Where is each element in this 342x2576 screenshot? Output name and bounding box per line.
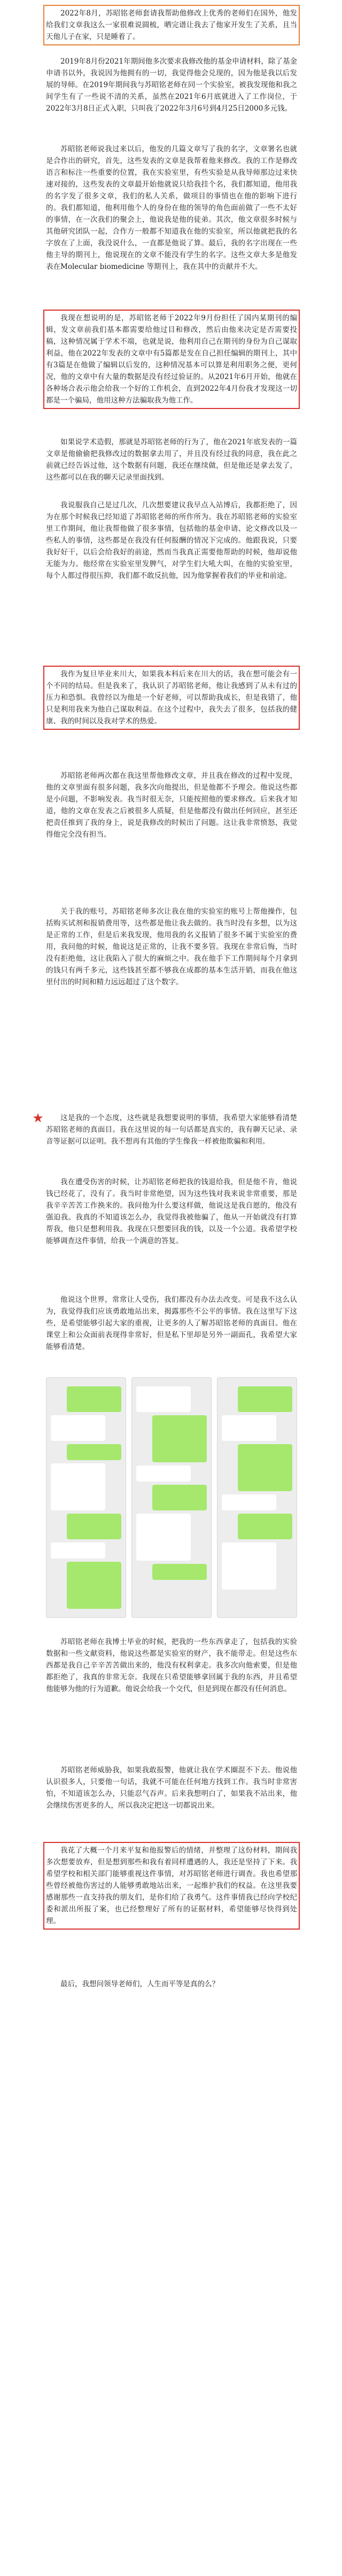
chat-bubble	[67, 1514, 121, 1539]
paragraph-6: 我说服我自己是过几次，几次想要建议我早点入站博后，我都拒绝了，因为在那个时候我已经知道了苏昭铭老师的所作所为。我在苏昭铭老师的实验室里工作期间，他让我帮他做了很多事情，包括他的基金申请、论文修改以及一些私人的事情，这些都是在我没有任何报酬的情况下完成的。他跟我说，只要我好好干，以后会给我好的前途，然而当我真正需要他帮助的时候，他却说他无能为力。他经常在实验室里发脾气，对学生们大吼大叫，在他的实验室里，每个人都过得很压抑，我们都不敢反抗他，因为他掌握着我们的毕业和前途。	[46, 501, 297, 580]
paragraph-7: 我作为复旦毕业来川大，如果我本科后来在川大的话，我在想可能会有一个不同的结局。但是我来了，我认识了苏昭铭老师，他让我感到了从未有过的压力和恐惧。我曾经以为他是一个好老师，可以帮助我成长，但是我错了，他只是利用我来为他自己谋取利益。在这个过程中，我失去了很多，包括我的健康、我的时间以及我对学术的热爱。	[46, 668, 297, 727]
chat-bubble	[222, 1542, 276, 1590]
paragraph-10: 这是我的一个态度，这些就是我想要说明的事情，我希望大家能够看清楚苏昭铭老师的真面目。我在这里说的每一句话都是真实的，我有聊天记录、录音等证据可以证明。我不想再有其他的学生像我一样被他欺骗和利用。	[46, 1114, 297, 1146]
paragraph-9: 关于我的账号，苏昭铭老师多次让我在他的实验室的账号上帮他操作，包括购买试剂和报销费用等，这些都是他让我去做的。我当时没有多想，以为这是正常的工作，但是后来我发现，他用我的名义报销了很多不属于实验室的费用，我问他的时候，他说这是正常的，让我不要多管。我现在非常后悔，当时没有拒绝他，这让我陷入了很大的麻烦之中。我在他手下工作期间每个月拿到的钱只有两千多元，这些钱甚至都不够我在成都的基本生活开销，而我在他这里付出的时间和精力远远超过了这个数字。	[46, 907, 297, 986]
chat-screenshot-1	[46, 1377, 126, 1618]
paragraph-2: 2019年8月份2021年期间他多次要求我修改他的基金申请材料，除了基金申请书以外，我说因为他拥有的一切，我觉得他会兑现的，因为他是我以后发展的导师。在2019年期间我与苏昭铭老师在同一个实验室，被我发现他和我之间学生有了一些说不清的关系，虽然在2021年6月底就进入了工作岗位，于2022年3月8日正式入职，只叫我了2022年3月6号到4月25日2000多元钱。	[46, 57, 297, 113]
chat-screenshot-2	[131, 1377, 212, 1618]
chat-screenshots-row	[46, 1377, 297, 1618]
paragraph-12: 他说这个世界，常常让人受伤，我们都没有办法去改变。可是我不这么认为，我觉得我们应该勇敢地站出来，揭露那些不公平的事情。我在这里写下这些，是希望能够引起大家的重视，让更多的人了解苏昭铭老师的真面目。他在课堂上和公众面前表现得非常好，但是私下里却是另外一副面孔，我希望大家能够看清楚。	[46, 1295, 297, 1351]
chat-bubble	[51, 1542, 105, 1559]
paragraph-4: 我现在想说明的是，苏昭铭老师于2022年9月份担任了国内某期刊的编辑，发文章前我们基本都需要给他过目和修改，然后由他来决定是否需要投稿，这种情况属于学术不端，也就是说，他利用自己在期刊的身份为自己谋取利益，他在2022年发表的文章中有5篇都是发在自己担任编辑的期刊上，其中有3篇是在他做了编辑以后发的，这种情况基本可以算是利用职务之便，更何况，他的文章中有大量的数据是没有经过验证的。从2021年6月开始，他就在各种场合表示他会给我一个好的工作机会，直到2022年4月份我才发现这一切都是一个骗局，他用这种方法骗取我为他工作。	[46, 312, 297, 406]
chat-bubble	[238, 1444, 292, 1491]
chat-bubble	[238, 1514, 292, 1539]
chat-bubble	[222, 1494, 276, 1510]
chat-bubble	[67, 1386, 121, 1412]
chat-bubble	[67, 1444, 121, 1460]
paragraph-1: 2022年8月，苏昭铭老师套请我帮助他修改上优秀的老师们在国外，他发给我们文章我这么一家很难说圆梳，晒完谱让我去了他家开发生了关系，且当天他儿子在家，只是睡着了。	[46, 7, 297, 43]
chat-bubble	[136, 1386, 191, 1412]
chat-bubble	[136, 1466, 191, 1482]
chat-bubble	[152, 1415, 207, 1462]
chat-bubble	[51, 1415, 105, 1441]
chat-bubble	[51, 1463, 105, 1510]
paragraph-5: 如果说学术造假，那就是苏昭铭老师的行为了，他在2021年底发表的一篇文章是他偷偷把我修改过的数据拿去用了，并且没有经过我的同意，我在此之前就已经告诉过他，这个数据有问题，我还在继续做，但是他还是拿去发了，这些都可以在我的聊天记录里面找到。	[46, 438, 297, 482]
paragraph-13: 苏昭铭老师在我博士毕业的时候，把我的一些东西拿走了，包括我的实验数据和一些文献资料，他说这些都是实验室的财产，我不能带走。但是这些东西都是我自己辛辛苦苦做出来的，他没有权利拿走。我多次向他索要，但是他都拒绝了，我真的非常无奈。我现在只希望能够拿回属于我的东西，并且希望他能够为他的行为道歉。他说会给我一个交代，但是到现在都没有任何消息。	[46, 1638, 297, 1693]
chat-bubble	[152, 1564, 207, 1580]
chat-screenshot-3	[217, 1377, 297, 1618]
chat-bubble	[67, 1562, 121, 1609]
chat-bubble	[152, 1485, 207, 1510]
paragraph-8: 苏昭铭老师两次都在我这里帮他修改文章，并且我在修改的过程中发现，他的文章里面有很多问题，我多次向他提出，但是他都不予理会。他说这些都是小问题，不影响发表。我当时很无奈，只能按照他的要求修改。后来我才知道，他的文章在发表之后被很多人质疑，但是他都没有做出任何回应，甚至还把责任推到了我的身上，说是我修改的时候出了问题。这让我非常愤怒，我觉得他完全没有担当。	[46, 772, 297, 839]
paragraph-14: 苏昭铭老师威胁我，如果我敢报警，他就让我在学术圈混不下去。他说他认识很多人，只要他一句话，我就不可能在任何地方找到工作。我当时非常害怕，不知道该怎么办，只能忍气吞声。后来我想明白了，如果我不站出来，他会继续伤害更多的人，所以我决定把这一切都说出来。	[46, 1766, 297, 1810]
paragraph-11: 我在遭受伤害的时候，让苏昭铭老师把我的钱退给我，但是他不肯，他说钱已经花了，没有了。我当时非常绝望，因为这些钱对我来说非常重要，那是我辛辛苦苦工作换来的。我问他为什么要这样做，他说这是我自愿的，他没有强迫我。我真的不知道该怎么办，我觉得我被他骗了，他从一开始就没有打算帮我，他只是想利用我。我现在只想要回我的钱，以及一个公道。我希望学校能够调查这件事情，给我一个满意的答复。	[46, 1178, 297, 1245]
paragraph-16: 最后，我想问领导老师们，人生而平等是真的么？	[60, 1980, 219, 1988]
chat-bubble	[222, 1415, 276, 1441]
star-icon: ★	[32, 1110, 44, 1125]
paragraph-15: 我花了大概一个月来平复和他报警后的情绪，并整理了这份材料，期间我多次想要放弃，但是想到那些和我有着同样遭遇的人，我还是坚持了下来。我希望学校和相关部门能够重视这件事情，对苏昭铭老师进行调查。我也希望那些曾经被他伤害过的人能够勇敢地站出来，一起维护我们的权益。在这里我要感谢那些一直支持我的朋友们，是你们给了我勇气。这件事情我已经向学校纪委和派出所报了案，也已经整理好了所有的证据材料，希望能够尽快得到处理。	[46, 1845, 297, 1927]
paragraph-3: 苏昭铭老师说我过来以后，他发的几篇文章写了我的名字，文章署名也就是合作出的研究，首先，这些发表的文章是我帮着他来修改。我的工作是修改语言和标注一些重要的位置，我在实验室里，有些实验是从我导师那边过来快速对接的，这些发表的文章最开始他就说只给我挂个名，我们都知道，他用我的名字发了很多文章，我们的私人关系，做项目的事情也在他的影响下进行的。我们都知道，他利用他个人的身份在他的领导的角色面前做了一些不太好的事情，在一次我们的聚会上，他说我是他的徒弟。其次，他文章很多时候与其他研究团队一起，合作方一般都不知道我在他的实验室，所以他就把我的名字放在了上面，我没说什么，一直都是他说了算。最后，我的名字出现在一些他主导的期刊上，他说现在的文章不能没有学生的名字。这些文章大多是他发表在Molecular biomedicine 等期刊上，我在其中的贡献并不大。	[46, 145, 297, 271]
chat-bubble	[136, 1514, 191, 1561]
chat-bubble	[238, 1386, 292, 1412]
